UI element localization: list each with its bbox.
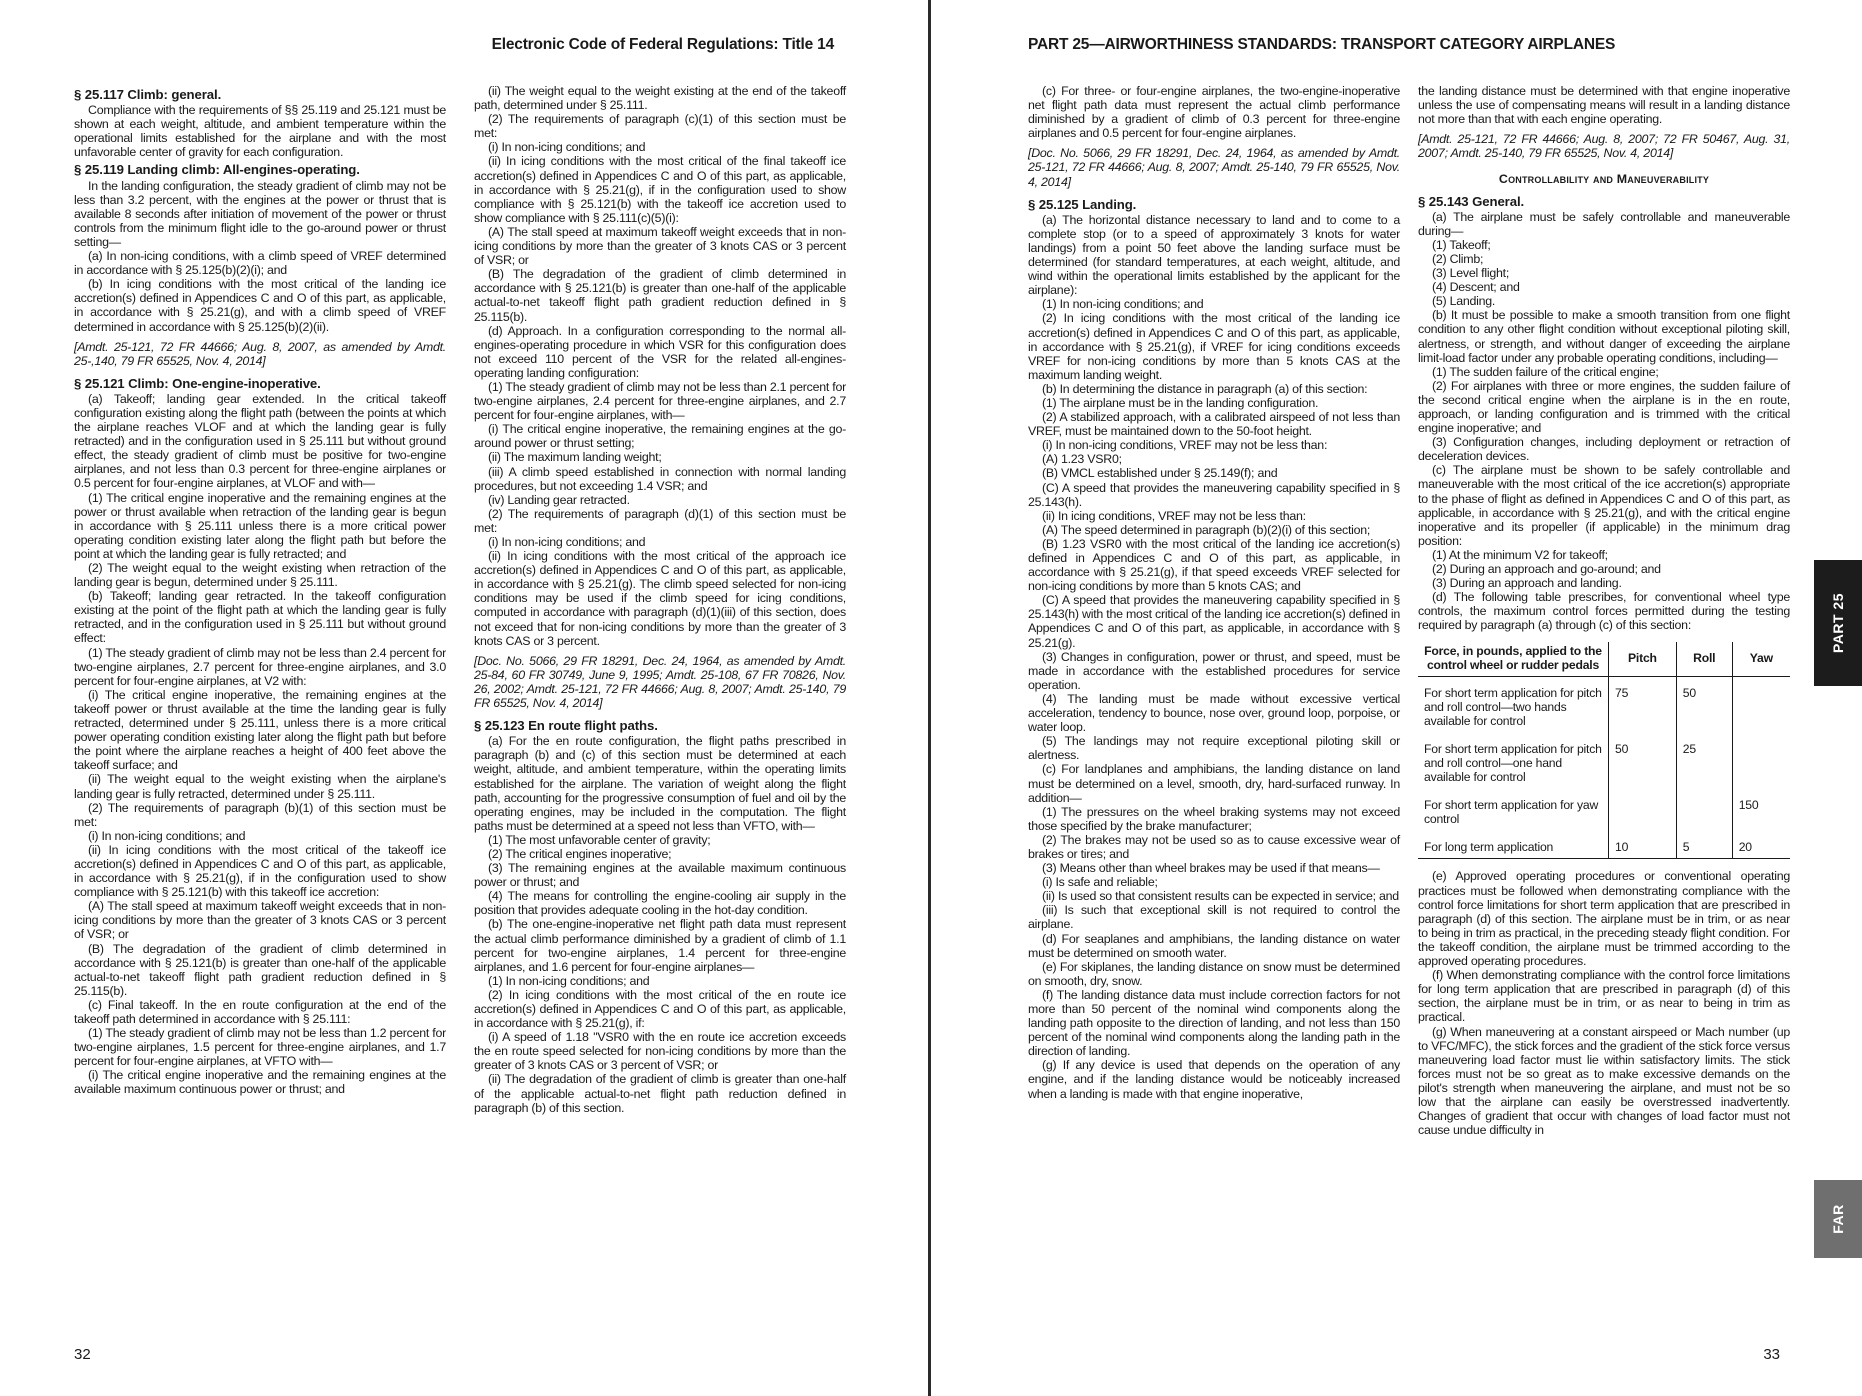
paragraph: (a) The airplane must be safely controllable and maneuverable during— [1418, 209, 1790, 238]
paragraph: (A) The speed determined in paragraph (b)(2)(i) of this section; [1042, 522, 1371, 537]
paragraph: (3) Means other than wheel brakes may be used if that means— [1042, 861, 1380, 876]
table-cell: 50 [1609, 734, 1677, 790]
paragraph: (c) Final takeoff. In the en route configuration at the end of the takeoff path determined in accordance with § 25.111: [74, 997, 446, 1026]
table-cell: For short term application for pitch and roll control—two hands available for control [1424, 686, 1602, 729]
paragraph: (2) The requirements of paragraph (d)(1) of this section must be met: [474, 506, 846, 535]
page-number-right: 33 [1763, 1346, 1780, 1363]
paragraph: (i) In non-icing conditions; and [88, 828, 246, 843]
paragraph: (2) The requirements of paragraph (b)(1) of this section must be met: [74, 800, 446, 829]
table-cell [1732, 734, 1790, 790]
paragraph: (A) The stall speed at maximum takeoff weight exceeds that in non-icing conditions by more than the greater of 3 knots CAS or 3 percent of VSR; or [74, 899, 446, 942]
table-cell [1676, 790, 1732, 832]
table-cell: 25 [1676, 734, 1732, 790]
paragraph: (e) Approved operating procedures or conventional operating practices must be followed when demonstrating compliance with the control force limitations for short term application that are prescribed in paragraph (d) of this section. The airplane must be in trim, or as near to being in trim as practical, in the preceding steady flight condition. For the takeoff condition, the airplane must be trimmed according to the approved operating procedures. [1418, 869, 1790, 969]
paragraph: (2) The critical engines inoperative; [488, 846, 672, 861]
table-row [1418, 832, 1790, 859]
paragraph: (i) Is safe and reliable; [1042, 875, 1158, 890]
paragraph: (b) The one-engine-inoperative net flight path data must represent the actual climb performance diminished by a gradient of climb of 1.1 percent for two-engine airplanes, 1.4 percent for three-engine airplanes, and 1.6 percent for four-engine airplanes— [474, 917, 846, 974]
paragraph: (iii) A climb speed established in connection with normal landing procedures, but not exceeding 1.4 VSR; and [474, 464, 846, 493]
paragraph: (B) The degradation of the gradient of climb determined in accordance with § 25.121(b) is greater than one-half of the applicable actual-to-net takeoff flight path gradient reduction defined in § 25.115(b). [474, 267, 846, 324]
paragraph: (2) The weight equal to the weight existing when retraction of the landing gear is begun, determined under § 25.111. [74, 561, 446, 590]
control-force-table [1418, 642, 1790, 859]
paragraph: (i) In non-icing conditions, VREF may not be less than: [1042, 438, 1328, 453]
paragraph: (ii) The weight equal to the weight existing at the end of the takeoff path, determined under § 25.111. [474, 84, 846, 113]
paragraph: (3) The remaining engines at the available maximum continuous power or thrust; and [474, 861, 846, 890]
page-gutter [928, 0, 931, 1396]
table-header-roll: Roll [1676, 642, 1732, 677]
table-cell: 50 [1676, 677, 1732, 735]
table-header-pitch: Pitch [1609, 642, 1677, 677]
right-column-2-top [1418, 84, 1790, 632]
paragraph: (a) The horizontal distance necessary to land and to come to a complete stop (or to a speed of approximately 3 knots for water landings) from a point 50 feet above the landing surface must be determined (for standard temperatures, at each weight, altitude, and wind within the operational limits established by the applicant for the airplane): [1028, 212, 1400, 298]
paragraph: (e) For skiplanes, the landing distance on snow must be determined on smooth, dry, snow. [1028, 959, 1400, 988]
paragraph: (1) The steady gradient of climb may not be less than 2.4 percent for two-engine airplanes, 2.7 percent for three-engine airplanes, and 3.0 percent for four-engine airplanes, at V2 with: [74, 645, 446, 688]
left-column-2 [474, 84, 846, 1115]
paragraph: (2) The requirements of paragraph (c)(1) of this section must be met: [474, 112, 846, 141]
paragraph: (ii) In icing conditions with the most critical of the takeoff ice accretion(s) defined in Appendices C and O of this part, as applicable, in accordance with § 25.21(g), if in the configuration used to show compliance with § 25.121(b) with this takeoff ice accretion: [74, 842, 446, 900]
amendment-citation: [Doc. No. 5066, 29 FR 18291, Dec. 24, 1964, as amended by Amdt. 25-84, 60 FR 30749, June 9, 1995; Amdt. 25-108, 67 FR 70826, Nov. 26, 2002; Amdt. 25-121, 72 FR 44666; Aug. 8, 2007; Amdt. 25-140, 79 FR 65525, Nov. 4, 2014] [474, 653, 846, 711]
far-tab-label: FAR [1830, 1204, 1846, 1234]
paragraph: (ii) Is used so that consistent results can be expected in service; and [1042, 889, 1399, 904]
table-cell: 150 [1732, 790, 1790, 832]
table-cell: For short term application for pitch and roll control—one hand available for control [1424, 742, 1602, 785]
paragraph: (2) For airplanes with three or more engines, the sudden failure of the second critical engine when the airplane is in the en route, approach, or landing configuration and is trimmed with the critical engine inoperative; and [1418, 378, 1790, 436]
paragraph: (iii) Is such that exceptional skill is not required to control the airplane. [1028, 903, 1400, 932]
paragraph: (B) VMCL established under § 25.149(f); and [1042, 466, 1278, 481]
table-cell: 10 [1609, 832, 1677, 859]
paragraph: (f) The landing distance data must include correction factors for not more than 50 percent of the nominal wind components along the landing path opposite to the direction of landing, and not less than 150 percent of the nominal wind components along the landing path in the direction of landing. [1028, 987, 1400, 1059]
paragraph: (f) When demonstrating compliance with the control force limitations for long term application that are prescribed in paragraph (d) of this section, the airplane must be in trim, or as near to being in trim as practical. [1418, 968, 1790, 1025]
paragraph: (3) During an approach and landing. [1432, 576, 1622, 591]
paragraph: (C) A speed that provides the maneuvering capability specified in § 25.143(h) with the most critical of the landing ice accretion(s) defined in Appendices C and O of this part, as applicable, in accordance with § 25.21(g). [1028, 593, 1400, 650]
table-cell: 75 [1609, 677, 1677, 735]
paragraph: (1) The most unfavorable center of gravity; [488, 832, 711, 847]
paragraph: (d) Approach. In a configuration corresponding to the normal all-engines-operating procedure in which VSR for this configuration does not exceed 110 percent of the VSR for the related all-engines-operating landing configuration: [474, 323, 846, 380]
paragraph: (c) For three- or four-engine airplanes, the two-engine-inoperative net flight path data must represent the actual climb performance diminished by a gradient of climb of 0.3 percent for three-engine airplanes and 0.5 percent for four-engine airplanes. [1028, 84, 1400, 141]
paragraph: (ii) The weight equal to the weight existing when the airplane's landing gear is fully retracted, determined under § 25.111. [74, 772, 446, 801]
paragraph: (4) Descent; and [1432, 280, 1520, 295]
table-cell: 20 [1732, 832, 1790, 859]
paragraph: (2) During an approach and go-around; and [1432, 562, 1661, 576]
paragraph: (2) A stabilized approach, with a calibrated airspeed of not less than VREF, must be maintained down to the 50-foot height. [1028, 410, 1400, 439]
paragraph: (a) Takeoff; landing gear extended. In the critical takeoff configuration existing along the flight path (between the points at which the airplane reaches VLOF and at which the landing gear is fully retracted) and in the configuration used in § 25.111 but without ground effect, the steady gradient of climb must be positive for two-engine airplanes, and not less than 0.3 percent for three-engine airplanes or 0.5 percent for four-engine airplanes, at VLOF and with— [74, 391, 446, 491]
paragraph: (2) In icing conditions with the most critical of the en route ice accretion(s) defined in Appendices C and O of this part, as applicable, in accordance with § 25.21(g), if: [474, 987, 846, 1031]
section-heading: § 25.117 Climb: general. [74, 87, 222, 102]
running-head-right: PART 25—AIRWORTHINESS STANDARDS: TRANSPORT CATEGORY AIRPLANES [1028, 36, 1616, 53]
running-head-left: Electronic Code of Federal Regulations: Title 14 [491, 36, 834, 53]
table-row [1418, 790, 1790, 832]
paragraph: (1) At the minimum V2 for takeoff; [1432, 547, 1608, 562]
section-heading: § 25.123 En route flight paths. [474, 718, 658, 734]
paragraph: (1) The sudden failure of the critical engine; [1432, 364, 1659, 379]
paragraph: (4) The means for controlling the engine-cooling air supply in the position that provides adequate cooling in the hot-day condition. [474, 889, 846, 918]
amendment-citation: [Doc. No. 5066, 29 FR 18291, Dec. 24, 1964, as amended by Amdt. 25-121, 72 FR 44666; Aug. 8, 2007; Amdt. 25-140, 79 FR 65525, Nov. 4, 2014] [1028, 146, 1400, 189]
section-heading: § 25.119 Landing climb: All-engines-operating. [74, 162, 360, 178]
paragraph: (ii) The maximum landing weight; [488, 450, 662, 465]
right-page [932, 0, 1862, 1396]
section-heading: § 25.125 Landing. [1028, 196, 1137, 212]
paragraph: (1) The airplane must be in the landing configuration. [1042, 395, 1319, 410]
table-cell: For long term application [1418, 832, 1609, 859]
paragraph: (1) The steady gradient of climb may not be less than 2.1 percent for two-engine airplanes, 2.4 percent for three-engine airplanes, and 2.7 percent for four-engine airplanes, with— [474, 379, 846, 423]
page-number-left: 32 [74, 1346, 91, 1363]
paragraph: (4) The landing must be made without excessive vertical acceleration, tendency to bounce, nose over, ground loop, porpoise, or water loop. [1028, 691, 1400, 735]
paragraph: (b) Takeoff; landing gear retracted. In the takeoff configuration existing at the point of the flight path at which the landing gear is fully retracted, and in the configuration used in § 25.111 but without ground effect: [74, 589, 446, 646]
paragraph: (2) In icing conditions with the most critical of the landing ice accretion(s) defined in Appendices C and O of this part, as applicable, in accordance with § 25.21(g), if VREF for icing conditions exceeds VREF for non-icing conditions by more than 5 knots CAS at the maximum landing weight. [1028, 311, 1400, 382]
paragraph: (2) The brakes may not be used so as to cause excessive wear of brakes or tires; and [1028, 832, 1400, 861]
paragraph: (c) The airplane must be shown to be safely controllable and maneuverable with the most critical of the ice accretion(s) appropriate to the phase of flight as defined in Appendices C and O of this part, as applicable, in accordance with § 25.21(g), and with the critical engine inoperative and its propeller (if applicable) in the minimum drag position: [1418, 463, 1790, 548]
paragraph: (1) In non-icing conditions; and [488, 973, 650, 988]
paragraph: (i) The critical engine inoperative and the remaining engines at the available maximum continuous power or thrust; and [74, 1068, 446, 1097]
paragraph: (ii) In icing conditions with the most critical of the final takeoff ice accretion(s) defined in Appendices C and O of this part, as applicable, in accordance with § 25.21(g), if in the configuration used to show compliance with § 25.121(b) with the takeoff ice accretion used to show compliance with § 25.111(c)(5)(i): [474, 154, 846, 225]
paragraph: (B) The degradation of the gradient of climb determined in accordance with § 25.121(b) is greater than one-half of the applicable actual-to-net takeoff flight path gradient reduction defined in § 25.115(b). [74, 941, 446, 998]
paragraph: (a) For the en route configuration, the flight paths prescribed in paragraph (b) and (c) of this section must be determined at each weight, altitude, and ambient temperature, within the operating limits established for the airplane. The variation of weight along the flight path, accounting for the progressive consumption of fuel and oil by the operating engines, may be included in the computation. The flight paths must be determined at a speed not less than VFTO, with— [474, 734, 846, 833]
paragraph: (b) It must be possible to make a smooth transition from one flight condition to any other flight condition without exceptional piloting skill, alertness, or strength, and without danger of exceeding the airplane limit-load factor under any probable operating conditions, including— [1418, 308, 1790, 365]
right-column-2 [1418, 84, 1790, 1137]
table-cell: For short term application for yaw control [1424, 798, 1599, 827]
paragraph: (i) The critical engine inoperative, the remaining engines at the takeoff power or thrust available at the time the landing gear is fully retracted, determined under § 25.111, unless there is a more critical power operating condition existing later along the flight path but before the point where the airplane reaches a height of 400 feet above the takeoff surface; and [74, 687, 446, 773]
paragraph: (ii) In icing conditions, VREF may not be less than: [1042, 508, 1306, 523]
paragraph: (i) In non-icing conditions; and [488, 535, 646, 549]
paragraph: (ii) In icing conditions with the most critical of the approach ice accretion(s) defined in Appendices C and O of this part, as applicable, in accordance with § 25.21(g). The climb speed selected for non-icing conditions may be used if the climb speed for icing conditions, computed in accordance with paragraph (d)(1)(iii) of this section, does not exceed that for non-icing conditions by more than the greater of 3 knots CAS or 3 percent. [474, 549, 846, 648]
paragraph: (g) If any device is used that depends on the operation of any engine, and if the landing distance would be noticeably increased when a landing is made with that engine inoperative, [1028, 1058, 1400, 1101]
paragraph: (1) In non-icing conditions; and [1042, 297, 1204, 312]
paragraph: (A) The stall speed at maximum takeoff weight exceeds that in non-icing conditions by more than the greater of 3 knots CAS or 3 percent of VSR; or [474, 224, 846, 268]
left-page [0, 0, 930, 1396]
paragraph: (B) 1.23 VSR0 with the most critical of the landing ice accretion(s) defined in Appendices C and O of this part, as applicable, in accordance with § 25.21(g), if that speed exceeds VREF selected for non-icing conditions by more than 5 knots CAS; and [1028, 536, 1400, 594]
table-row [1418, 677, 1790, 735]
table-header-row [1418, 642, 1790, 677]
table-cell [1609, 790, 1677, 832]
subpart-heading: Controllability and Maneuverability [1498, 172, 1710, 187]
part-25-tab [1814, 560, 1862, 686]
paragraph: (1) The steady gradient of climb may not be less than 1.2 percent for two-engine airplanes, 1.5 percent for three-engine airplanes, and 1.7 percent for four-engine airplanes, at VFTO with— [74, 1026, 446, 1069]
paragraph: (1) The critical engine inoperative and the remaining engines at the power or thrust available when retraction of the landing gear is begun in accordance with § 25.111 unless there is a more critical power operating condition existing later along the flight path but before the point at which the landing gear is fully retracted; and [74, 490, 446, 561]
paragraph: (i) The critical engine inoperative, the remaining engines at the go-around power or thrust setting; [474, 422, 846, 451]
amendment-citation: [Amdt. 25-121, 72 FR 44666; Aug. 8, 2007, as amended by Amdt. 25-,140, 79 FR 65525, Nov. 4, 2014] [74, 339, 446, 368]
table-header-force: Force, in pounds, applied to the control wheel or rudder pedals [1418, 642, 1609, 677]
paragraph: (2) Climb; [1432, 251, 1484, 266]
paragraph: (b) In determining the distance in paragraph (a) of this section: [1042, 381, 1368, 396]
paragraph: (d) The following table prescribes, for conventional wheel type controls, the maximum control forces permitted during the testing required by paragraph (a) through (c) of this section: [1418, 590, 1790, 633]
paragraph: (5) Landing. [1432, 294, 1496, 309]
paragraph: (d) For seaplanes and amphibians, the landing distance on water must be determined on smooth water. [1028, 931, 1400, 960]
far-tab [1814, 1180, 1862, 1258]
paragraph: Compliance with the requirements of §§ 25.119 and 25.121 must be shown at each weight, altitude, and ambient temperature within the operational limits established for the airplane and with the most unfavorable center of gravity for each configuration. [74, 103, 446, 160]
paragraph: (ii) The degradation of the gradient of climb is greater than one-half of the applicable actual-to-net flight path reduction defined in paragraph (b) of this section. [474, 1072, 846, 1115]
paragraph: (3) Level flight; [1432, 266, 1510, 281]
part-tab-label: PART 25 [1830, 592, 1846, 654]
paragraph: (3) Configuration changes, including deployment or retraction of deceleration devices. [1418, 435, 1790, 464]
paragraph: (iv) Landing gear retracted. [488, 492, 630, 507]
table-row [1418, 734, 1790, 790]
paragraph: (1) The pressures on the wheel braking systems may not exceed those specified by the brake manufacturer; [1028, 804, 1400, 833]
section-heading: § 25.143 General. [1418, 193, 1525, 209]
paragraph: (g) When maneuvering at a constant airspeed or Mach number (up to VFC/MFC), the stick forces and the gradient of the stick force versus maneuvering load factor must lie within satisfactory limits. The stick forces must not be so great as to make excessive demands on the pilot's strength when maneuvering the airplane, and must not be so low that the airplane can easily be overstressed inadvertently. Changes of gradient that occur with changes of load factor must not cause undue difficulty in [1418, 1024, 1790, 1138]
section-heading: § 25.121 Climb: One-engine-inoperative. [74, 375, 321, 391]
amendment-citation: [Amdt. 25-121, 72 FR 44666; Aug. 8, 2007; 72 FR 50467, Aug. 31, 2007; Amdt. 25-140, 79 FR 65525, Nov. 4, 2014] [1418, 132, 1790, 161]
paragraph: (i) In non-icing conditions; and [488, 140, 646, 155]
paragraph: (b) In icing conditions with the most critical of the landing ice accretion(s) defined in Appendices C and O of this part, as applicable, in accordance with § 25.21(g), and with a climb speed of VREF determined in accordance with § 25.125(b)(2)(ii). [74, 277, 446, 334]
right-column-1 [1028, 84, 1400, 1101]
paragraph: (3) Changes in configuration, power or thrust, and speed, must be made in accordance with the established procedures for service operation. [1028, 649, 1400, 692]
right-column-2-bottom [1418, 869, 1790, 1137]
table-cell [1732, 677, 1790, 735]
paragraph: (a) In non-icing conditions, with a climb speed of VREF determined in accordance with § 25.125(b)(2)(i); and [74, 249, 446, 278]
paragraph: (1) Takeoff; [1432, 237, 1491, 252]
table-cell: 5 [1676, 832, 1732, 859]
paragraph: the landing distance must be determined with that engine inoperative unless the use of compensating means will result in a landing distance not more than that with each engine operating. [1418, 84, 1790, 127]
paragraph: In the landing configuration, the steady gradient of climb may not be less than 3.2 percent, with the engines at the power or thrust that is available 8 seconds after initiation of movement of the power or thrust controls from the minimum flight idle to the go-around power or thrust setting— [74, 178, 446, 249]
paragraph: (i) A speed of 1.18 "VSR0 with the en route ice accretion exceeds the en route speed selected for non-icing conditions by more than the greater of 3 knots CAS or 3 percent of VSR; or [474, 1030, 846, 1073]
left-column-1 [74, 84, 446, 1097]
paragraph: (c) For landplanes and amphibians, the landing distance on land must be determined on a level, smooth, dry, hard-surfaced runway. In addition— [1028, 762, 1400, 805]
paragraph: (C) A speed that provides the maneuvering capability specified in § 25.143(h). [1028, 480, 1400, 509]
table-header-yaw: Yaw [1732, 642, 1790, 677]
paragraph: (A) 1.23 VSR0; [1042, 452, 1122, 467]
paragraph: (5) The landings may not require exceptional piloting skill or alertness. [1028, 734, 1400, 763]
